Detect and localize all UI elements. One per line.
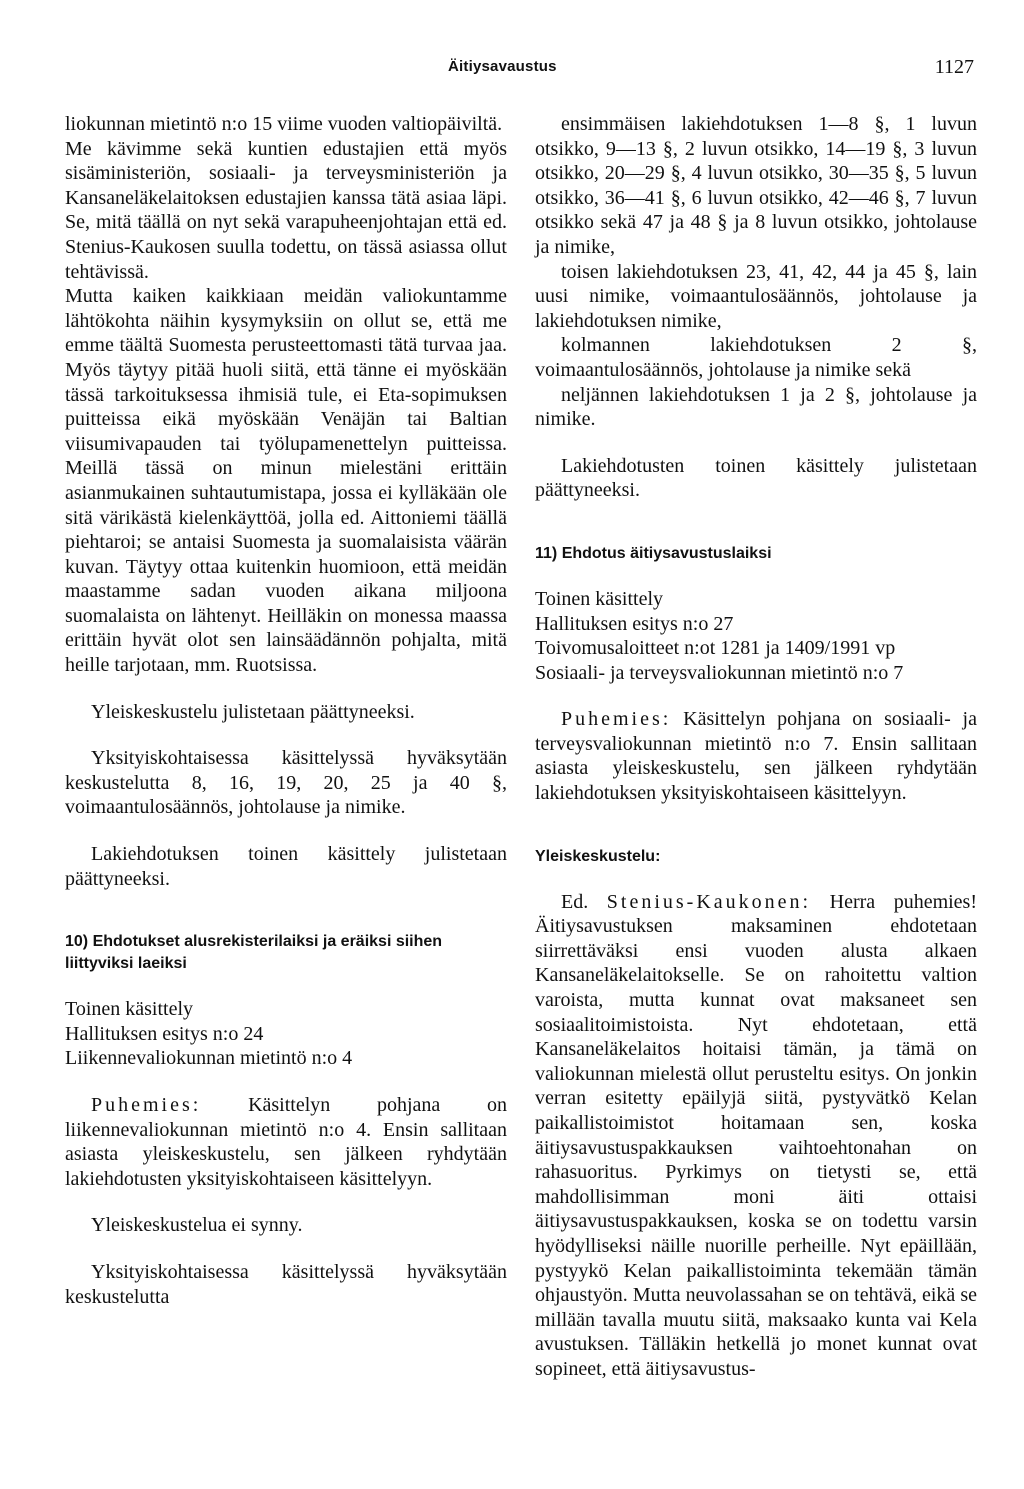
paragraph: Yksityiskohtaisessa käsittelyssä hyväksytään keskustelutta 8, 16, 19, 20, 25 ja 40 §, voimaantulosäännös, johtolause ja nimike. [65,747,507,819]
speaker-paragraph [535,707,977,805]
info-line: Hallituksen esitys n:o 27 [535,612,734,635]
paragraph: Mutta kaiken kaikkiaan meidän valiokuntamme lähtökohta näihin kysymyksiin on ollut se, että me emme täältä Suomesta perusteettomasti tätä turvaa jaa. Myös täytyy pitää huoli siitä, että tänne ei myöskään tässä tarkoituksessa ihmisiä tule, ei Eta-sopimuksen puitteissa eikä myöskään Venäjän tai Baltian viisumivapauden tai työlupamenettelyn puitteissa. Meillä tässä on minun mielestäni erittäin asianmukainen suhtautumistapa, jossa ei kylläkään ole sitä värikästä kielenkäyttöä, jolla ed. Aittoniemi täällä piehtaroi; se antaisi Suomesta ja suomalaisista väärän kuvan. Täytyy ottaa kuitenkin huomioon, että meidän maastamme sadan vuoden aikana miljoona suomalaista on lähtenyt. Heilläkin on monessa maassa erittäin hyvät olot sen lainsäädännön pohjalta, mitä heille tarjotaan, mm. Ruotsissa. [65,285,507,677]
info-line: Toinen käsittely [65,998,194,1021]
speaker-paragraph [65,1093,507,1191]
paragraph: Lakiehdotuksen toinen käsittely julistetaan päättyneeksi. [65,843,507,890]
speaker-name: Stenius-Kaukonen: [606,890,812,913]
info-block [65,997,507,1071]
speaker-name: Puhemies: [561,708,672,731]
subheading: Yleiskeskustelu: [535,847,661,865]
section-heading: 11) Ehdotus äitiysavustuslaiksi [535,544,772,562]
paragraph: Yleiskeskustelua ei synny. [91,1214,303,1237]
speech-text: Käsittelyn pohjana on liikennevaliokunnan mietintö n:o 4. Ensin sallitaan asiasta yleiskeskustelu, sen jälkeen ryhdytään lakiehdotusten yksityiskohtaiseen käsittelyyn. [65,1094,507,1190]
list-item: kolmannen lakiehdotuksen 2 §, voimaantulosäännös, johtolause ja nimike sekä [535,334,977,381]
running-title: Äitiysavaustus [448,58,557,75]
info-line: Liikennevaliokunnan mietintö n:o 4 [65,1047,353,1070]
paragraph: Yksityiskohtaisessa käsittelyssä hyväksytään keskustelutta [65,1260,507,1308]
info-block [535,587,977,685]
page-number: 1127 [934,56,974,78]
speaker-paragraph [535,890,977,1382]
list-item: ensimmäisen lakiehdotuksen 1—8 §, 1 luvun otsikko, 9—13 §, 2 luvun otsikko, 14—19 §, 3 luvun otsikko, 20—29 §, 4 luvun otsikko, 30—35 §, 5 luvun otsikko, 36—41 §, 6 luvun otsikko, 42—46 §, 7 luvun otsikko sekä 47 ja 48 § ja 8 luvun otsikko, johtolause ja nimike, [535,113,977,258]
paragraph: Yleiskeskustelu julistetaan päättyneeksi. [91,700,415,723]
speech-text: Käsittelyn pohjana on sosiaali- ja terveysvaliokunnan mietintö n:o 7. Ensin sallitaan asiasta yleiskeskustelu, sen jälkeen ryhdytään lakiehdotuksen yksityiskohtaiseen käsittelyyn. [535,708,977,805]
right-column [535,112,977,1382]
paragraph: Lakiehdotusten toinen käsittely julistetaan päättyneeksi. [535,454,977,502]
paragraph: Me kävimme sekä kuntien edustajien että myös sisäministeriön, sosiaali- ja terveysministeriön ja Kansaneläkelaitoksen edustajien kanssa tätä asiaa läpi. Se, mitä täällä on nyt sekä varapuheenjohtajan että ed. Stenius-Kaukosen suulla todettu, on tässä asiassa ollut tehtävissä. [65,137,507,283]
speaker-name: Puhemies: [91,1094,202,1116]
paragraph: liokunnan mietintö n:o 15 viime vuoden valtiopäiviltä. [65,113,503,135]
info-line: Hallituksen esitys n:o 24 [65,1022,264,1045]
section-heading: 10) Ehdotukset alusrekisterilaiksi ja eräiksi siihen liittyviksi laeiksi [65,933,443,973]
info-line: Toivomusaloitteet n:ot 1281 ja 1409/1991 vp [535,637,896,660]
list-item: neljännen lakiehdotuksen 1 ja 2 §, johtolause ja nimike. [535,383,977,431]
list-item: toisen lakiehdotuksen 23, 41, 42, 44 ja 45 §, lain uusi nimike, voimaantulosäännös, johtolause ja lakiehdotuksen nimike, [535,260,977,332]
info-line: Toinen käsittely [535,587,664,610]
info-line: Sosiaali- ja terveysvaliokunnan mietintö n:o 7 [535,661,904,684]
left-column [65,112,507,1309]
speaker-prefix: Ed. [561,890,589,913]
speech-text: Herra puhemies! Äitiysavustuksen maksaminen ehdotetaan siirrettäväksi ensi vuoden alusta alkaen Kansaneläkelaitokselle. Se on rahoitettu valtion varoista, mutta kunnat ovat maksaneet sen sosiaalitoimistoista. Nyt ehdotetaan, että Kansaneläkelaitos hoitaisi tämän, ja tämä on valiokunnan mielestä ollut perusteltu esitys. On jonkin verran esitetty epäilyjä siitä, pystyvätkö Kelan paikallistoimistot hoitamaan sen, koska äitiysavustuspakkauksen vaihtoehtonahan on rahasuoritus. Pyrkimys on tietysti se, että mahdollisimman moni äiti ottaisi äitiysavustuspakkauksen, koska se on todettu varsin hyödylliseksi näille nuorille perheille. Nyt epäillään, pystyykö Kelan paikallistoiminta tekemään tämän ohjaustyön. Mutta neuvolassahan se on tehtävä, eikä se millään tavalla muutu siitä, maksaako kunta vai Kela avustuksen. Tälläkin hetkellä jo monet kunnat ovat sopineet, että äitiysavustus- [535,890,977,1380]
